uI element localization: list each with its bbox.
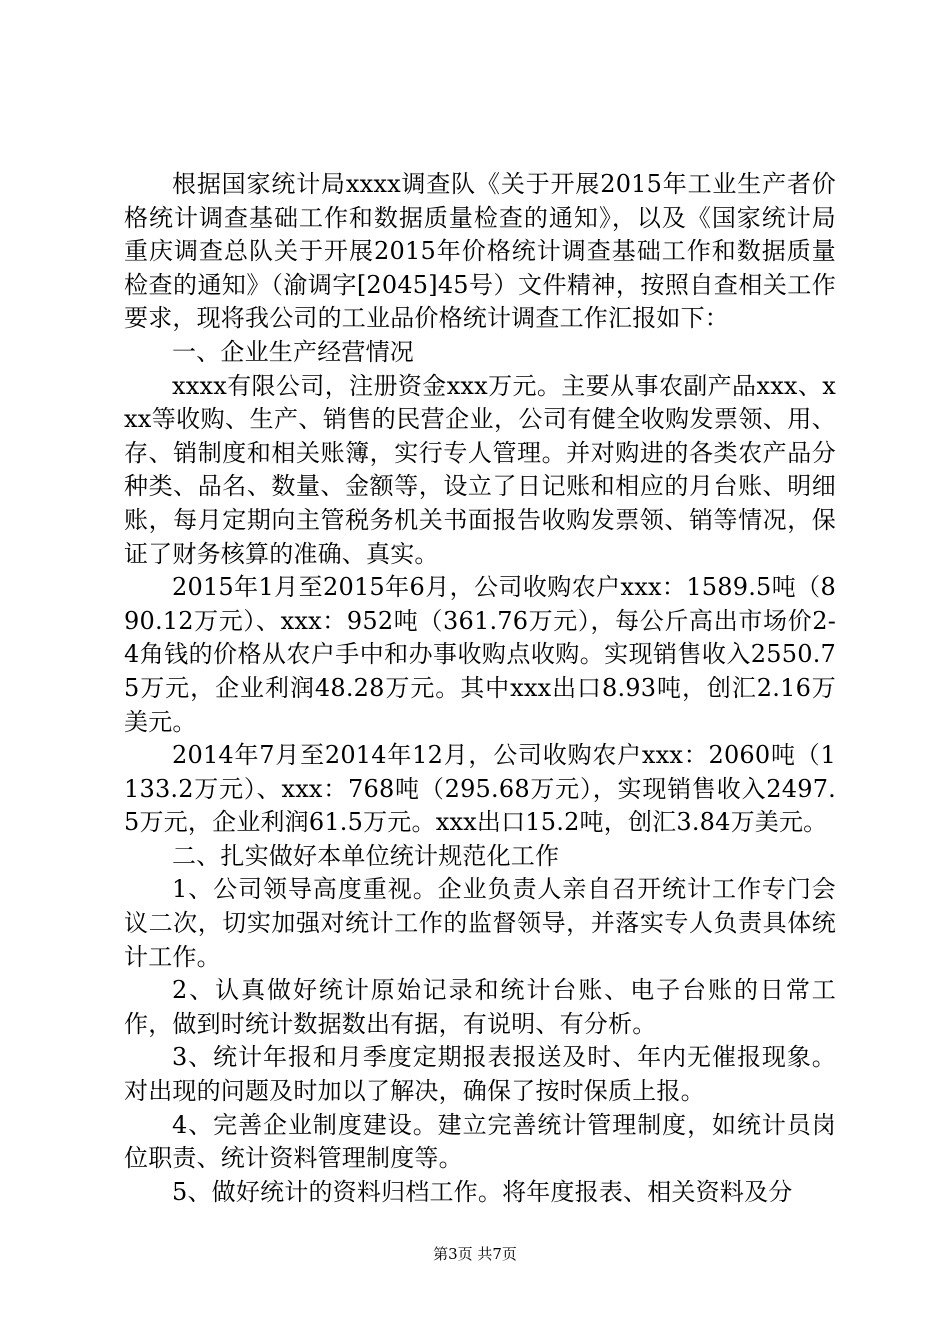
paragraph-item-4: 4、完善企业制度建设。建立完善统计管理制度，如统计员岗位职责、统计资料管理制度等。 bbox=[124, 1110, 836, 1173]
paragraph-item-1: 1、公司领导高度重视。企业负责人亲自召开统计工作专门会议二次，切实加强对统计工作的监督领导，并落实专人负责具体统计工作。 bbox=[124, 875, 836, 971]
paragraph-2015-h1: 2015年1月至2015年6月，公司收购农户xxx：1589.5吨（890.12万元）、xxx：952吨（361.76万元），每公斤高出市场价2-4角钱的价格从农户手中和办事收购点收购。实现销售收入2550.75万元，企业利润48.28万元。其中xxx出口8.93吨，创汇2.16万美元。 bbox=[124, 573, 836, 736]
section-heading-2: 二、扎实做好本单位统计规范化工作 bbox=[172, 841, 560, 870]
paragraph-company-overview: xxxx有限公司，注册资金xxx万元。主要从事农副产品xxx、xxx等收购、生产、销售的民营企业，公司有健全收购发票领、用、存、销制度和相关账簿，实行专人管理。并对购进的各类农产品分种类、品名、数量、金额等，设立了日记账和相应的月台账、明细账，每月定期向主管税务机关书面报告收购发票领、销等情况，保证了财务核算的准确、真实。 bbox=[124, 371, 836, 568]
section-heading-1: 一、企业生产经营情况 bbox=[172, 337, 414, 366]
paragraph-item-2: 2、认真做好统计原始记录和统计台账、电子台账的日常工作，做到时统计数据数出有据，有说明、有分析。 bbox=[124, 976, 836, 1038]
document-body bbox=[124, 168, 836, 1209]
paragraph-2014-h2: 2014年7月至2014年12月，公司收购农户xxx：2060吨（1133.2万元）、xxx：768吨（295.68万元），实现销售收入2497.5万元，企业利润61.5万元。xxx出口15.2吨，创汇3.84万美元。 bbox=[124, 741, 836, 837]
paragraph-intro: 根据国家统计局xxxx调查队《关于开展2015年工业生产者价格统计调查基础工作和数据质量检查的通知》，以及《国家统计局重庆调查总队关于开展2015年价格统计调查基础工作和数据质量检查的通知》（渝调字[2045]45号）文件精神，按照自查相关工作要求，现将我公司的工业品价格统计调查工作汇报如下： bbox=[124, 170, 836, 333]
paragraph-item-5: 5、做好统计的资料归档工作。将年度报表、相关资料及分 bbox=[172, 1177, 793, 1206]
paragraph-item-3: 3、统计年报和月季度定期报表报送及时、年内无催报现象。对出现的问题及时加以了解决，确保了按时保质上报。 bbox=[124, 1043, 836, 1106]
page-number-footer: 第3页 共7页 bbox=[433, 1245, 517, 1263]
